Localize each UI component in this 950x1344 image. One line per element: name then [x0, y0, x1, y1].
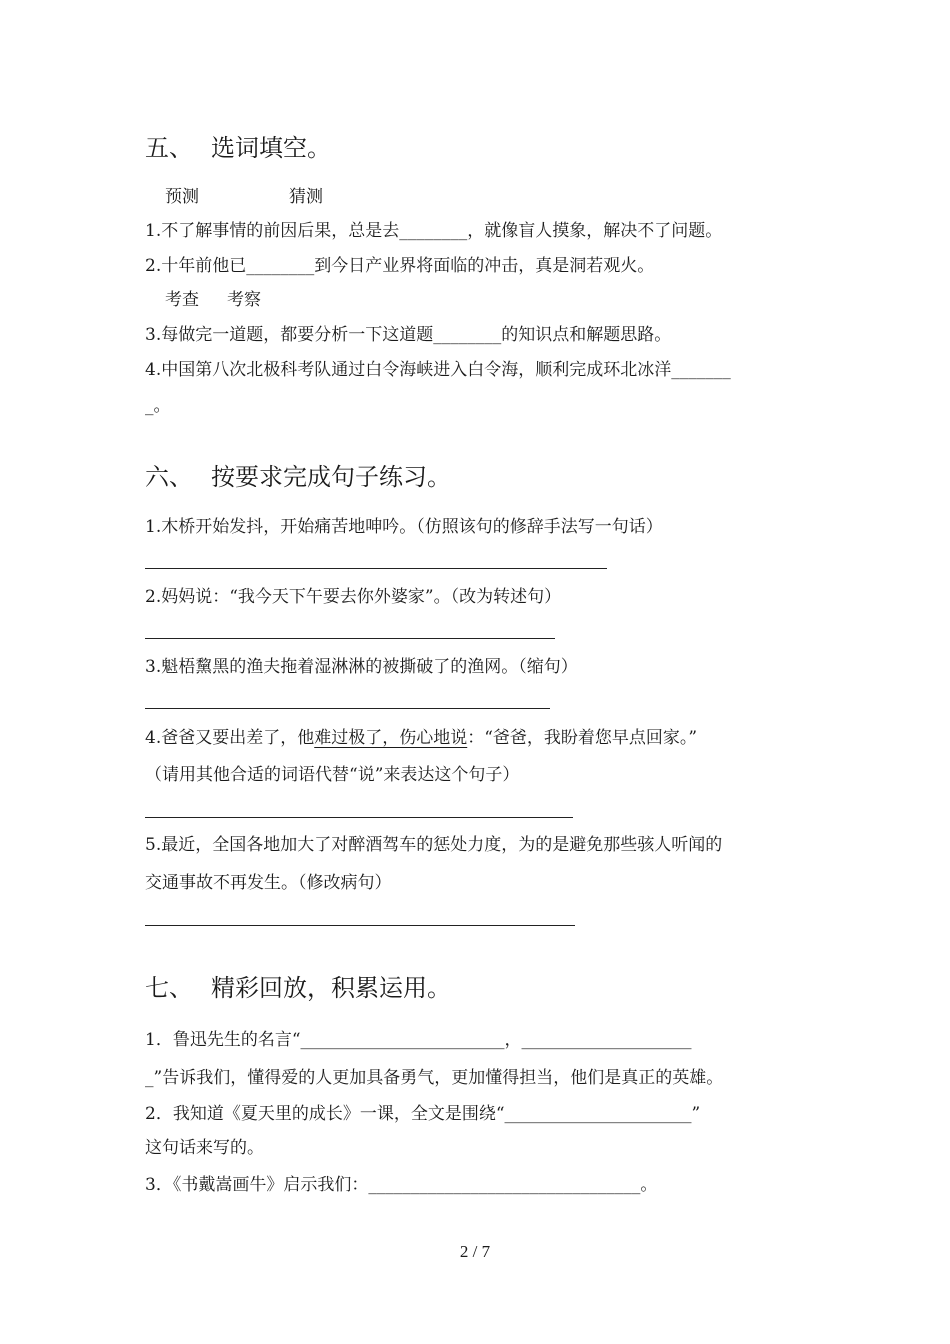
section-5-heading [145, 133, 331, 163]
page-number: 2 / 7 [459, 1242, 491, 1261]
section-5-number: 五、 [145, 134, 193, 162]
word-choices-2 [165, 289, 261, 311]
section-7-heading [145, 973, 451, 1003]
answer-line [145, 817, 573, 818]
section-5-title: 选词填空。 [211, 134, 331, 162]
answer-line [145, 925, 575, 926]
s6-question-5: 5.最近，全国各地加大了对醉酒驾车的惩处力度，为的是避免那些骇人听闻的 [145, 835, 723, 855]
s6-question-3: 3.魁梧黧黑的渔夫拖着湿淋淋的被撕破了的渔网。（缩句） [145, 657, 578, 677]
s5-question-4: 4.中国第八次北极科考队通过白令海峡进入白令海，顺利完成环北冰洋_______ [145, 360, 731, 380]
s6-q4-text-b: ：“爸爸，我盼着您早点回家。” [467, 728, 698, 748]
section-7-title: 精彩回放，积累运用。 [211, 974, 451, 1002]
s6-question-5-cont: 交通事故不再发生。（修改病句） [145, 873, 392, 893]
word-choices-1 [165, 186, 323, 208]
s7-question-3: 3．《书戴嵩画牛》启示我们：________________________________。 [145, 1175, 658, 1195]
answer-line [145, 568, 607, 569]
s5-question-2: 2.十年前他已________到今日产业界将面临的冲击，真是洞若观火。 [145, 256, 655, 276]
answer-line [145, 638, 555, 639]
s6-question-2: 2.妈妈说：“我今天下午要去你外婆家”。（改为转述句） [145, 587, 562, 607]
word-choice: 考查 [165, 290, 199, 310]
s6-question-4 [145, 727, 697, 749]
s7-question-1-cont: _”告诉我们，懂得爱的人更加具备勇气，更加懂得担当，他们是真正的英雄。 [145, 1068, 724, 1088]
section-6-number: 六、 [145, 463, 193, 491]
s6-q4-text-a: 4.爸爸又要出差了，他 [145, 728, 315, 748]
word-choice: 考察 [227, 290, 261, 310]
s7-question-1: 1．鲁迅先生的名言“________________________，____________________ [145, 1030, 692, 1050]
s5-question-1: 1.不了解事情的前因后果，总是去________，就像盲人摸象，解决不了问题。 [145, 221, 723, 241]
underlined-phrase: 难过极了，伤心地说 [314, 728, 468, 748]
answer-line [145, 708, 550, 709]
s5-question-4-cont: _。 [145, 396, 171, 416]
s5-question-3: 3.每做完一道题，都要分析一下这道题________的知识点和解题思路。 [145, 325, 672, 345]
word-choice: 预测 [165, 187, 199, 207]
section-6-heading [145, 462, 451, 492]
section-6-title: 按要求完成句子练习。 [211, 463, 451, 491]
s7-question-2: 2．我知道《夏天里的成长》一课，全文是围绕“______________________” [145, 1104, 701, 1124]
word-choice: 猜测 [289, 187, 323, 207]
s7-question-2-cont: 这句话来写的。 [145, 1138, 264, 1158]
s6-question-1: 1.木桥开始发抖，开始痛苦地呻吟。（仿照该句的修辞手法写一句话） [145, 517, 663, 537]
section-7-number: 七、 [145, 974, 193, 1002]
s6-question-4-note: （请用其他合适的词语代替“说”来表达这个句子） [145, 765, 520, 785]
